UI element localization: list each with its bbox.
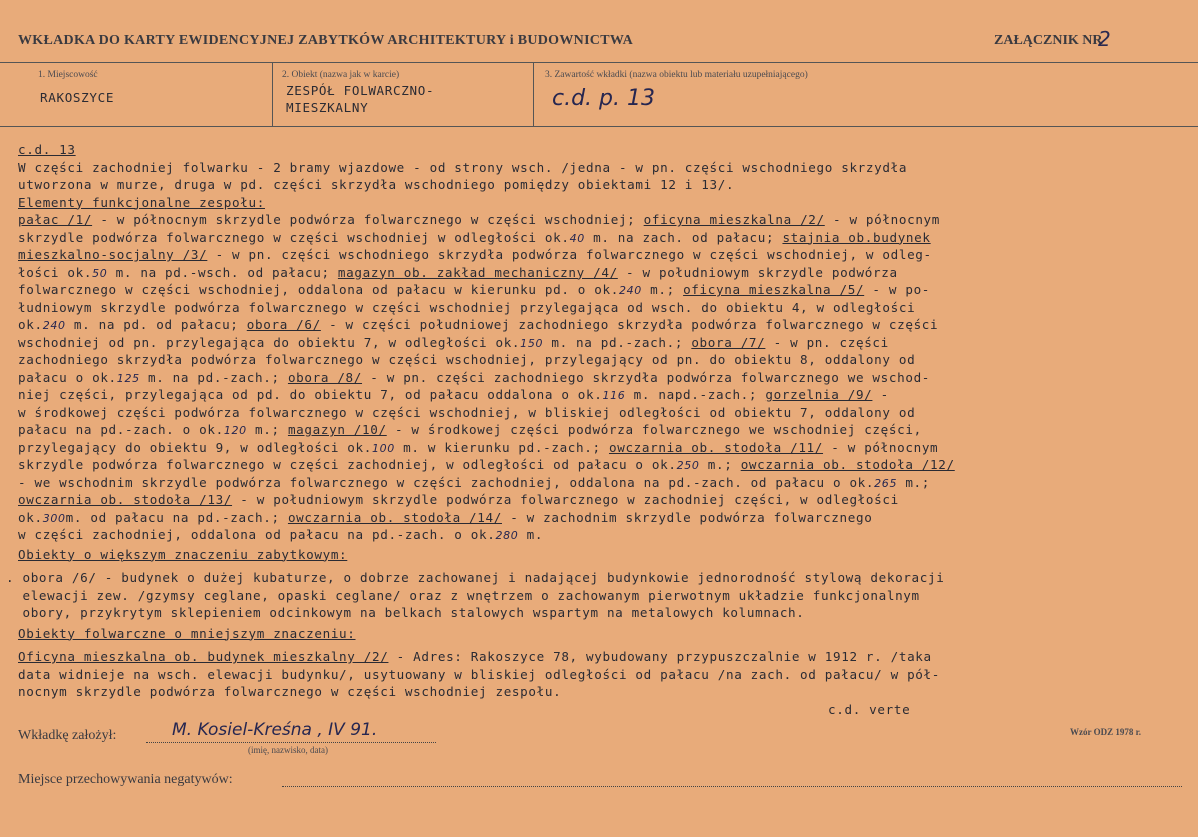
cd-heading: c.d. 13 bbox=[18, 142, 76, 157]
prepared-by-hint: (imię, nazwisko, data) bbox=[248, 745, 328, 755]
text-segment: m. na pd. od pałacu; bbox=[65, 317, 247, 332]
text-segment: skrzydle podwórza folwarcznego w części zachodniej, w odległości od pałacu o ok. bbox=[18, 457, 677, 472]
object-name: obora /7/ bbox=[691, 334, 766, 350]
major-objects-line: elewacji zew. /gzymsy ceglane, opaski ceglane/ oraz z wnętrzem o zachowanym pierwotnym układzie funkcjonalnym bbox=[6, 587, 920, 603]
handwritten-distance: 40 bbox=[569, 231, 585, 245]
locality-value: RAKOSZYCE bbox=[40, 90, 115, 105]
text-segment: wschodniej od pn. przylegająca do obiektu 7, w odległości ok. bbox=[18, 334, 521, 350]
negatives-storage-label: Miejsce przechowywania negatywów: bbox=[18, 772, 233, 787]
minor-objects-line: nocnym skrzydle podwórza folwarcznego w części wschodniej zespołu. bbox=[18, 684, 562, 699]
text-segment: skrzydle podwórza folwarcznego w części wschodniej w odległości ok. bbox=[18, 229, 570, 245]
text-segment: m. na pd.-wsch. od pałacu; bbox=[107, 264, 338, 280]
object-name: owczarnia ob. stodoła /14/ bbox=[287, 509, 502, 525]
handwritten-distance: 50 bbox=[92, 266, 108, 280]
text-segment: niej części, przylegająca od pd. do obiektu 7, od pałacu oddalona o ok. bbox=[18, 387, 603, 402]
major-objects-line: obory, przykrytym sklepieniem odcinkowym na belkach stalowych wspartym na metalowych kolumnach. bbox=[6, 605, 805, 620]
object-value-line-2: MIESZKALNY bbox=[286, 100, 369, 115]
element-line bbox=[18, 281, 1193, 299]
element-line bbox=[18, 456, 1193, 474]
element-line bbox=[18, 386, 1193, 404]
element-line bbox=[18, 264, 1193, 282]
element-line bbox=[18, 246, 1193, 264]
text-segment: - w północnym bbox=[824, 212, 941, 227]
prepared-by-line bbox=[146, 742, 436, 743]
text-segment: - w pn. części wschodniego skrzydła podwórza folwarcznego w części wschodniej, w odleg- bbox=[207, 247, 932, 262]
handwritten-distance: 280 bbox=[495, 529, 519, 542]
handwritten-distance: 250 bbox=[676, 459, 700, 472]
element-line bbox=[18, 229, 1193, 247]
object-name: stajnia ob.budynek bbox=[782, 229, 931, 245]
object-label: 2. Obiekt (nazwa jak w karcie) bbox=[282, 70, 400, 80]
object-name: magazyn ob. zakład mechaniczny /4/ bbox=[337, 264, 618, 280]
document-title: WKŁADKA DO KARTY EWIDENCYJNEJ ZABYTKÓW ARCHITEKTURY i BUDOWNICTWA bbox=[18, 33, 634, 48]
element-line: łudniowym skrzydle podwórza folwarcznego w części wschodniej przylegająca od wsch. do obiektu 4, w odległości bbox=[18, 299, 916, 315]
prepared-by-signature: M. Kosiel-Kreśna , IV 91. bbox=[172, 720, 378, 740]
major-objects-line: . obora /6/ - budynek o dużej kubaturze, o dobrze zachowanej i nadającej budynkowie jednorodność stylową dekoracji bbox=[6, 570, 945, 585]
text-segment: m.; bbox=[246, 422, 288, 437]
major-objects-heading: Obiekty o większym znaczeniu zabytkowym: bbox=[18, 546, 348, 562]
handwritten-distance: 125 bbox=[116, 371, 140, 385]
locality-label: 1. Miejscowość bbox=[38, 70, 98, 80]
object-value bbox=[286, 82, 434, 116]
continued-verte: c.d. verte bbox=[828, 701, 911, 717]
elements-heading: Elementy funkcjonalne zespołu: bbox=[18, 194, 265, 210]
handwritten-distance: 100 bbox=[371, 441, 395, 455]
text-segment: - w północnym skrzydle podwórza folwarcznego w części wschodniej; bbox=[92, 212, 644, 227]
text-segment: pałacu o ok. bbox=[18, 369, 117, 385]
handwritten-distance: 240 bbox=[618, 284, 642, 297]
intro-line: utworzona w murze, druga w pd. części skrzydła wschodniego pomiędzy obiektami 12 i 13/. bbox=[18, 177, 735, 192]
document-body bbox=[6, 141, 1193, 718]
object-name: magazyn /10/ bbox=[287, 422, 387, 437]
text-segment: - w południowym skrzydle podwórza folwarcznego w zachodniej części, w odległości bbox=[232, 492, 899, 507]
element-line bbox=[18, 316, 1193, 334]
text-segment: - Adres: Rakoszyce 78, wybudowany przypuszczalnie w 1912 r. /taka bbox=[388, 649, 932, 664]
text-segment: - w północnym bbox=[823, 439, 939, 455]
object-name: gorzelnia /9/ bbox=[765, 387, 873, 402]
text-segment: m.; bbox=[897, 474, 931, 490]
object-name: owczarnia ob. stodoła /11/ bbox=[608, 439, 824, 455]
element-line bbox=[18, 439, 1193, 457]
handwritten-distance: 150 bbox=[520, 336, 544, 350]
text-segment: w części zachodniej, oddalona od pałacu na pd.-zach. o ok. bbox=[18, 527, 496, 542]
annex-label-text: ZAŁĄCZNIK NR bbox=[994, 33, 1103, 48]
text-segment: - w części południowej zachodniego skrzydła podwórza folwarcznego w części bbox=[320, 317, 939, 332]
object-name: Oficyna mieszkalna ob. budynek mieszkalny /2/ bbox=[18, 649, 389, 664]
text-segment: m. napd.-zach.; bbox=[625, 387, 766, 402]
text-segment: - w po- bbox=[864, 282, 931, 297]
contents-label: 3. Zawartość wkładki (nazwa obiektu lub materiału uzupełniającego) bbox=[545, 70, 808, 80]
negatives-storage-line bbox=[282, 786, 1182, 787]
text-segment: przylegający do obiektu 9, w odległości ok. bbox=[18, 439, 372, 455]
minor-objects-heading: Obiekty folwarczne o mniejszym znaczeniu: bbox=[18, 625, 356, 641]
text-segment: m. w kierunku pd.-zach.; bbox=[394, 439, 609, 455]
minor-objects-line: data widnieje na wsch. elewacji budynku/, usytuowany w bliskiej odległości od pałacu /na zach. od pałacu/ w pół- bbox=[18, 666, 940, 682]
minor-objects-line bbox=[18, 648, 1193, 666]
element-line bbox=[18, 211, 1193, 229]
handwritten-distance: 120 bbox=[223, 424, 247, 437]
text-segment: - w pn. części bbox=[765, 334, 889, 350]
annex-number: 2 bbox=[1098, 27, 1111, 51]
header-top-rule bbox=[0, 62, 1198, 63]
text-segment: m.; bbox=[699, 457, 741, 472]
element-line bbox=[18, 421, 1193, 439]
element-line bbox=[18, 526, 1193, 544]
element-line: w środkowej części podwórza folwarcznego w części wschodniej, w bliskiej odległości od obiektu 7, oddalony od bbox=[18, 404, 916, 420]
text-segment: - w południowym skrzydle podwórza bbox=[617, 264, 898, 280]
element-line bbox=[18, 491, 1193, 509]
handwritten-distance: 240 bbox=[42, 319, 66, 332]
object-name: mieszkalno-socjalny /3/ bbox=[18, 247, 208, 262]
text-segment: - bbox=[872, 387, 889, 402]
text-segment: m. od pałacu na pd.-zach.; bbox=[65, 509, 288, 525]
text-segment: m. na zach. od pałacu; bbox=[584, 229, 783, 245]
contents-value: c.d. p. 13 bbox=[552, 86, 655, 111]
element-line: zachodniego skrzydła podwórza folwarcznego w części wschodniej, przylegający od pn. do obiektu 8, oddalony od bbox=[18, 352, 916, 367]
field-divider-2 bbox=[533, 62, 534, 126]
object-value-line-1: ZESPÓŁ FOLWARCZNO- bbox=[286, 83, 435, 98]
handwritten-distance: 265 bbox=[874, 476, 898, 490]
object-name: obora /8/ bbox=[287, 369, 363, 385]
element-line bbox=[18, 334, 1193, 352]
field-divider-1 bbox=[272, 62, 273, 126]
element-line bbox=[18, 474, 1193, 492]
text-segment: m.; bbox=[641, 282, 684, 297]
element-line bbox=[18, 509, 1193, 527]
form-pattern: Wzór ODZ 1978 r. bbox=[1070, 727, 1141, 737]
object-name: pałac /1/ bbox=[18, 212, 93, 227]
text-segment: łości ok. bbox=[18, 264, 93, 280]
object-name: oficyna mieszkalna /2/ bbox=[643, 212, 825, 227]
text-segment: - w środkowej części podwórza folwarcznego we wschodniej części, bbox=[386, 422, 922, 437]
text-segment: - w pn. części zachodniego skrzydła podwórza folwarcznego we wschod- bbox=[362, 369, 931, 385]
prepared-by-label: Wkładkę założył: bbox=[18, 728, 117, 743]
text-segment: m. na pd.-zach.; bbox=[139, 369, 288, 385]
element-line bbox=[18, 369, 1193, 387]
text-segment: ok. bbox=[18, 509, 43, 525]
handwritten-distance: 300 bbox=[42, 511, 66, 525]
object-name: obora /6/ bbox=[246, 317, 321, 332]
annex-label bbox=[994, 27, 1111, 51]
object-name: owczarnia ob. stodoła /13/ bbox=[18, 492, 233, 507]
text-segment: folwarcznego w części wschodniej, oddalona od pałacu w kierunku pd. o ok. bbox=[18, 282, 619, 297]
text-segment: - w zachodnim skrzydle podwórza folwarcznego bbox=[501, 509, 873, 525]
text-segment: m. na pd.-zach.; bbox=[543, 334, 692, 350]
object-name: owczarnia ob. stodoła /12/ bbox=[740, 457, 955, 472]
header-bottom-rule bbox=[0, 126, 1198, 127]
handwritten-distance: 116 bbox=[602, 389, 626, 402]
intro-line: W części zachodniej folwarku - 2 bramy wjazdowe - od strony wsch. /jedna - w pn. części wschodniego skrzydła bbox=[18, 159, 908, 175]
text-segment: ok. bbox=[18, 317, 43, 332]
text-segment: pałacu na pd.-zach. o ok. bbox=[18, 422, 224, 437]
object-name: oficyna mieszkalna /5/ bbox=[683, 282, 865, 297]
text-segment: - we wschodnim skrzydle podwórza folwarcznego w części zachodniej, oddalona na pd.-zach. od pałacu o ok. bbox=[18, 474, 875, 490]
text-segment: m. bbox=[518, 527, 544, 542]
